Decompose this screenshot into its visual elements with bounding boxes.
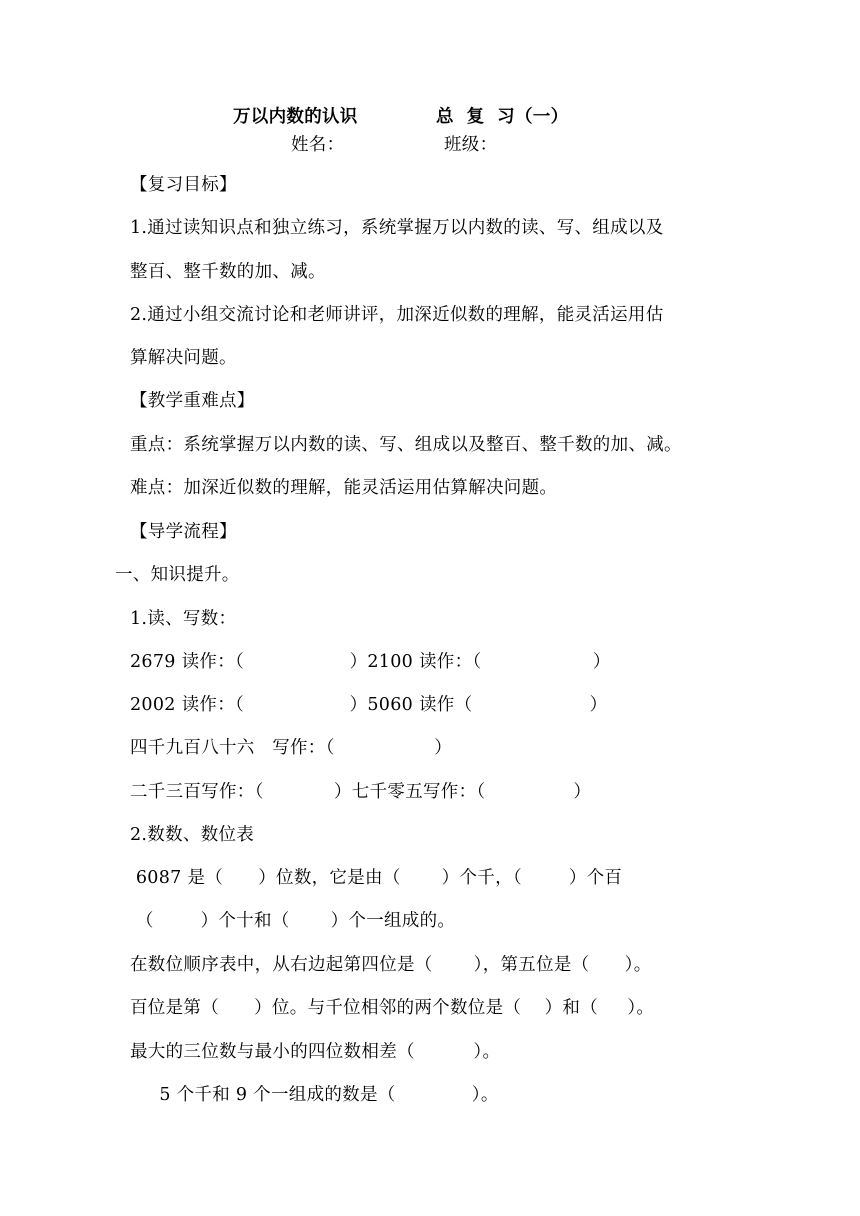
flow-heading: 【导学流程】 — [130, 522, 237, 542]
class-label: 班级： — [444, 135, 498, 155]
key-points-heading: 【教学重难点】 — [130, 391, 255, 411]
name-label: 姓名： — [291, 135, 345, 155]
question-line: 四千九百八十六 写作：（ ） — [130, 738, 453, 758]
question-line: 二千三百写作：（ ）七千零五写作：（ ） — [130, 782, 592, 802]
question-line: 在数位顺序表中，从右边起第四位是（ ），第五位是（ ）。 — [130, 955, 652, 975]
key-point-line: 难点：加深近似数的理解，能灵活运用估算解决问题。 — [130, 478, 558, 498]
worksheet-title: 万以内数的认识 — [233, 107, 358, 127]
question-line: 2002 读作：（ ）5060 读作（ ） — [130, 695, 608, 715]
goal-line: 2.通过小组交流讨论和老师讲评，加深近似数的理解，能灵活运用估 — [130, 305, 664, 325]
question-line: 6087 是（ ）位数，它是由（ ）个千，（ ）个百 — [130, 868, 623, 888]
question-line: 百位是第（ ）位。与千位相邻的两个数位是（ ）和（ ）。 — [130, 998, 655, 1018]
question-2-title: 2.数数、数位表 — [130, 825, 255, 845]
section-title: 一、知识提升。 — [115, 565, 240, 585]
goal-line: 1.通过读知识点和独立练习，系统掌握万以内数的读、写、组成以及 — [130, 218, 664, 238]
goal-line: 整百、整千数的加、减。 — [130, 262, 326, 282]
key-point-line: 重点：系统掌握万以内数的读、写、组成以及整百、整千数的加、减。 — [130, 435, 682, 455]
question-line: 最大的三位数与最小的四位数相差（ ）。 — [130, 1042, 501, 1062]
goal-line: 算解决问题。 — [130, 348, 237, 368]
goals-heading: 【复习目标】 — [130, 175, 237, 195]
question-line: 2679 读作：（ ）2100 读作：（ ） — [130, 652, 611, 672]
question-line: （ ）个十和（ ）个一组成的。 — [130, 911, 456, 931]
worksheet-subtitle: 总 复 习（一） — [436, 107, 569, 127]
question-line: 5 个千和 9 个一组成的数是（ ）。 — [130, 1085, 499, 1105]
question-1-title: 1.读、写数： — [130, 609, 237, 629]
